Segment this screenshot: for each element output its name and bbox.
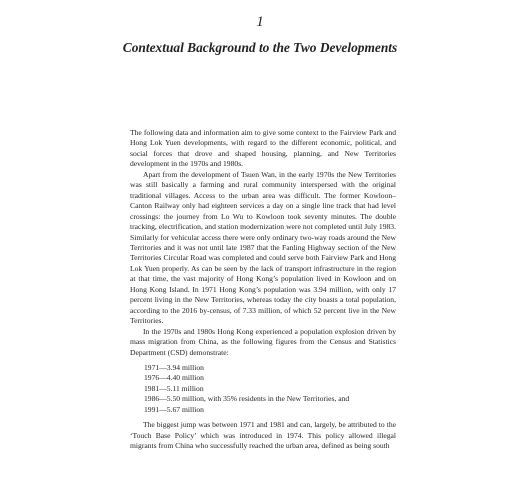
list-item: 1976—4.40 million bbox=[144, 373, 204, 383]
paragraph-transport: Apart from the development of Tsuen Wan, in the early 1970s the New Territories was still basically a farming and rural community interspersed with the original traditional villages. Access to the urban area was difficult. The former Kowloon–Canton Railway only had eighteen services a day on a single line track that had level crossings: the journey from Lo Wu to Kowloon took seventy minutes. The double tracking, electrification, and station modernization were not completed until July 1983. Similarly for vehicular access there were only ordinary two-way roads around the New Territories and it was not until late 1987 that the Fanling Highway section of the New Territories Circular Road was completed and could serve both Fairview Park and Hong Lok Yuen properly. As can be seen by the lack of transport infrastructure in the region at that time, the vast majority of Hong Kong’s population lived in Kowloon and on Hong Kong Island. In 1971 Hong Kong’s population was 3.94 million, with only 17 percent living in the New Territories, whereas today the city boasts a total population, according to the 2016 by-census, of 7.33 million, of which 52 percent live in the New Territories. bbox=[130, 169, 396, 326]
paragraph-touch-base-policy: The biggest jump was between 1971 and 1981 and can, largely, be attributed to the ‘Touch Base Policy’ which was introduced in 1974. This policy allowed illegal migrants from China who successfully reached the urban area, defined as being south bbox=[130, 420, 396, 451]
list-item: 1986—5.50 million, with 35% residents in the New Territories, and bbox=[144, 394, 350, 404]
list-item: 1981—5.11 million bbox=[144, 383, 204, 393]
list-item: 1971—3.94 million bbox=[144, 362, 204, 372]
paragraph-intro: The following data and information aim to give some context to the Fairview Park and Hong Lok Yuen developments, with regard to the different economic, political, and social forces that drove and shaped housing, planning, and New Territories development in the 1970s and 1980s. bbox=[130, 128, 396, 169]
list-item: 1991—5.67 million bbox=[144, 404, 204, 414]
body-text bbox=[130, 128, 396, 452]
chapter-number: 1 bbox=[256, 14, 264, 30]
paragraph-population: In the 1970s and 1980s Hong Kong experienced a population explosion driven by mass migration from China, as the following figures from the Census and Statistics Department (CSD) demonstrate: bbox=[130, 326, 396, 357]
chapter-title: Contextual Background to the Two Developments bbox=[122, 40, 398, 55]
population-list bbox=[144, 363, 396, 415]
